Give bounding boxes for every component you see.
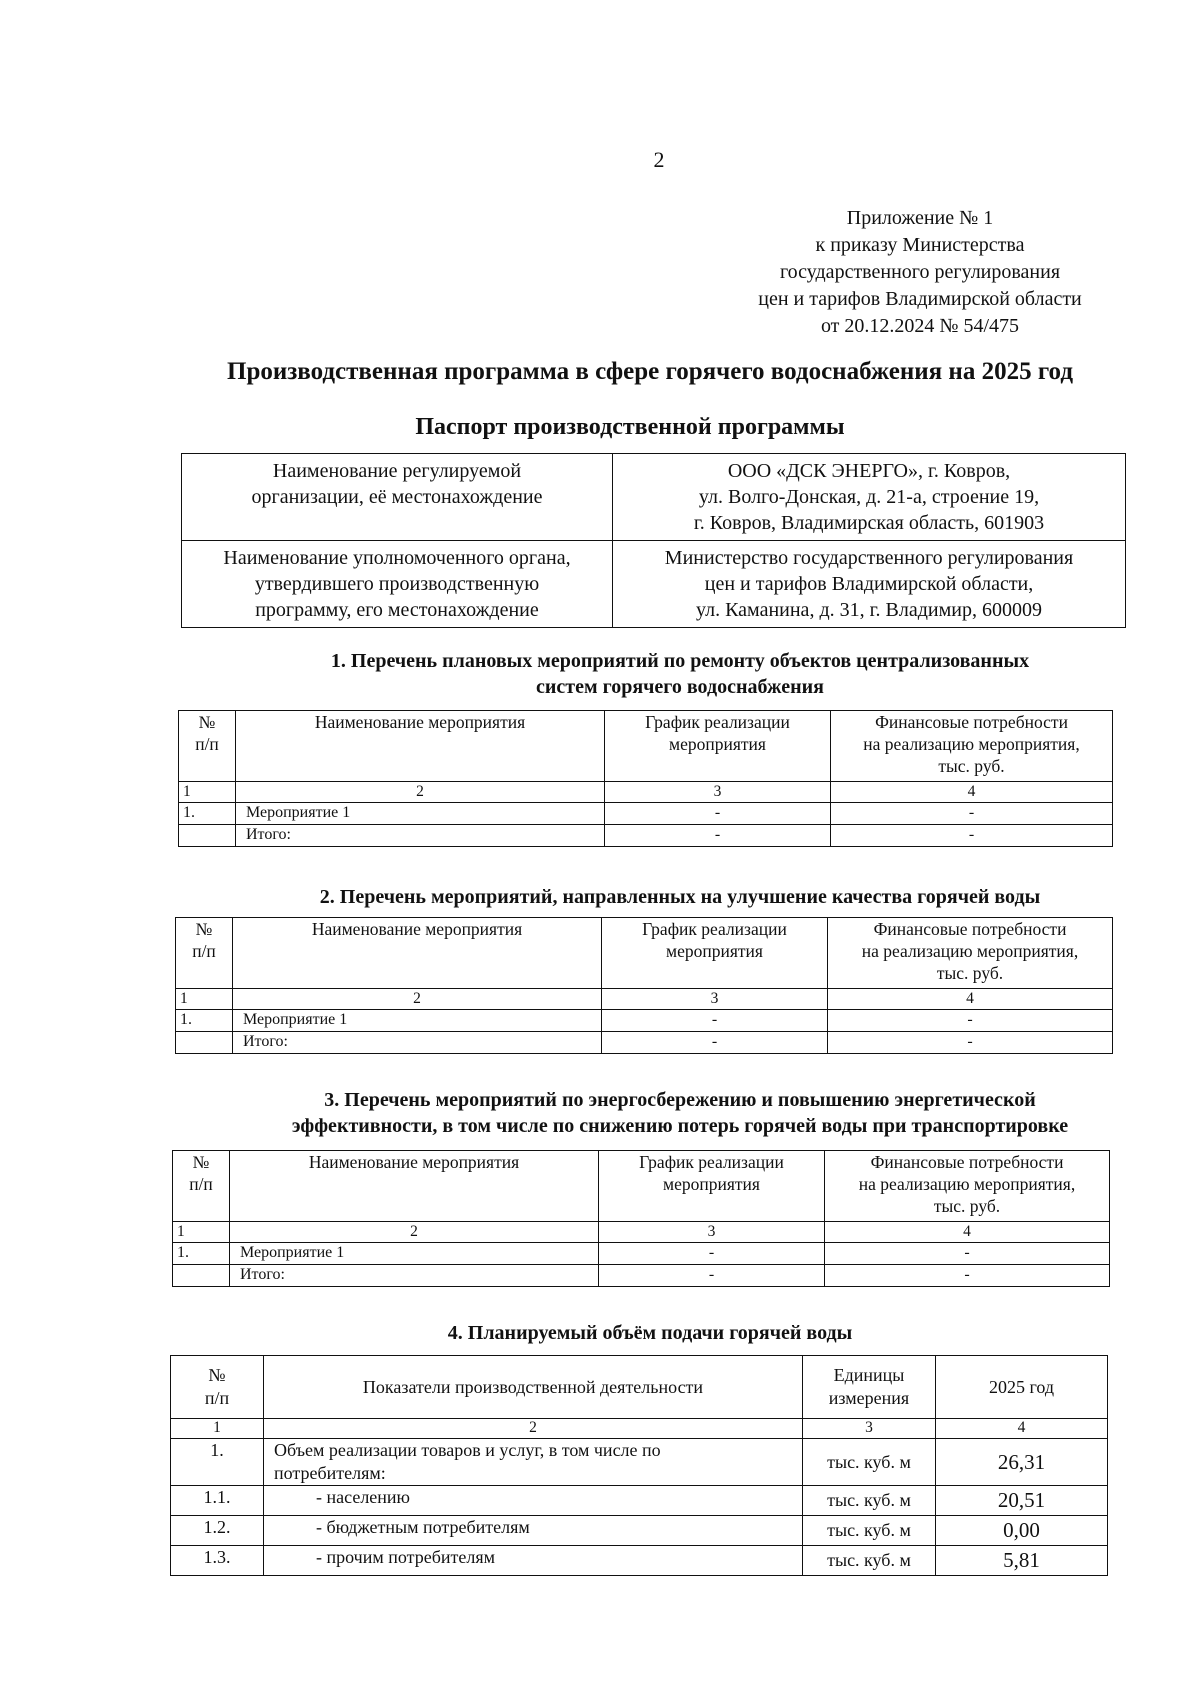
row-finance: - [831,803,1113,825]
row-unit: тыс. куб. м [803,1516,936,1546]
cell-line: ул. Волго-Донская, д. 21-а, строение 19, [698,486,1040,508]
row-schedule: - [599,1243,825,1265]
column-number: 1 [179,782,236,803]
row-name: Мероприятие 1 [236,803,605,825]
col-name-header: Наименование мероприятия [236,711,605,782]
column-number: 2 [233,989,602,1010]
cell-line: на реализацию мероприятия, [863,734,1080,754]
column-numbers-row [173,1222,1110,1243]
table-row [182,454,1126,541]
row-name: Мероприятие 1 [233,1010,602,1032]
row-finance: - [831,825,1113,847]
row-num [173,1265,230,1287]
col-num-header [171,1356,264,1419]
section-title-line: 1. Перечень плановых мероприятий по ремонту объектов централизованных [330,650,1030,672]
cell-line: программу, его местонахождение [255,599,539,621]
col-schedule-header [602,918,828,989]
row-value: 20,51 [936,1486,1108,1516]
section-2-title [150,884,1200,910]
row-schedule: - [599,1265,825,1287]
table-row [173,1243,1110,1265]
section-1-title [150,648,1200,700]
col-num-header [176,918,233,989]
appendix-line: к приказу Министерства [815,234,1025,256]
row-value: 5,81 [936,1546,1108,1576]
cell-line: № [195,919,213,939]
cell-line: на реализацию мероприятия, [858,1174,1076,1194]
row-schedule: - [602,1032,828,1054]
row-unit: тыс. куб. м [803,1546,936,1576]
cell-line: Министерство государственного регулирования [664,547,1074,569]
row-name: - населению [264,1486,803,1516]
section-title-line: систем горячего водоснабжения [536,676,824,698]
cell-line: на реализацию мероприятия, [861,941,1079,961]
section-2-table [175,917,1113,1054]
passport-label-cell [182,454,613,541]
column-numbers-row [179,782,1113,803]
row-finance: - [825,1265,1110,1287]
row-value: 0,00 [936,1516,1108,1546]
row-name: Итого: [233,1032,602,1054]
column-number: 2 [236,782,605,803]
column-number: 3 [803,1419,936,1439]
cell-line: ООО «ДСК ЭНЕРГО», г. Ковров, [727,460,1011,482]
cell-line: Объем реализации товаров и услуг, в том числе по [274,1440,661,1460]
appendix-block [720,205,1120,340]
col-finance-header [831,711,1113,782]
col-year-header: 2025 год [936,1356,1108,1419]
cell-line: мероприятия [669,734,766,754]
document-title: Производственная программа в сфере горячего водоснабжения на 2025 год [227,358,1073,385]
col-unit-header [803,1356,936,1419]
section-title-line: эффективности, в том числе по снижению потерь горячей воды при транспортировке [291,1115,1069,1137]
col-name-header: Наименование мероприятия [230,1151,599,1222]
cell-line: г. Ковров, Владимирская область, 601903 [693,512,1045,534]
section-title-line: 2. Перечень мероприятий, направленных на улучшение качества горячей воды [319,886,1041,908]
appendix-line: Приложение № 1 [846,207,994,229]
cell-line: утвердившего производственную [254,573,540,595]
passport-value-cell [613,541,1126,628]
table-row [171,1439,1108,1486]
column-number: 1 [176,989,233,1010]
row-num: 1.3. [171,1546,264,1576]
column-number: 4 [828,989,1113,1010]
cell-line: п/п [195,734,219,754]
table-row [179,803,1113,825]
column-number: 2 [230,1222,599,1243]
cell-line: тыс. руб. [936,963,1004,983]
cell-line: измерения [828,1388,910,1408]
cell-line: График реализации [639,1152,784,1172]
column-number: 1 [171,1419,264,1439]
column-numbers-row [176,989,1113,1010]
section-3-table [172,1150,1110,1287]
section-3-title [150,1087,1200,1139]
col-indicator-header: Показатели производственной деятельности [264,1356,803,1419]
row-schedule: - [605,803,831,825]
table-row [176,1032,1113,1054]
row-num: 1. [173,1243,230,1265]
table-row [176,1010,1113,1032]
cell-line: ул. Каманина, д. 31, г. Владимир, 600009 [696,599,1042,621]
table-row [179,825,1113,847]
row-num [179,825,236,847]
cell-line: потребителям: [274,1463,386,1483]
table-header-row [171,1356,1108,1419]
table-row [171,1516,1108,1546]
row-name: Итого: [230,1265,599,1287]
cell-line: № [208,1365,226,1385]
column-numbers-row [171,1419,1108,1439]
col-schedule-header [605,711,831,782]
column-number: 4 [831,782,1113,803]
row-finance: - [828,1010,1113,1032]
col-schedule-header [599,1151,825,1222]
cell-line: п/п [192,941,216,961]
passport-title: Паспорт производственной программы [415,414,845,440]
row-name: Итого: [236,825,605,847]
cell-line: Финансовые потребности [875,712,1068,732]
cell-line: Единицы [833,1365,905,1385]
row-finance: - [825,1243,1110,1265]
column-number: 1 [173,1222,230,1243]
row-finance: - [828,1032,1113,1054]
table-header-row [176,918,1113,989]
appendix-line: цен и тарифов Владимирской области [758,288,1082,310]
cell-line: Финансовые потребности [873,919,1067,939]
col-num-header [173,1151,230,1222]
passport-label-cell [182,541,613,628]
table-row [171,1546,1108,1576]
table-header-row [173,1151,1110,1222]
appendix-line: от 20.12.2024 № 54/475 [820,315,1020,337]
row-name: Мероприятие 1 [230,1243,599,1265]
cell-line: тыс. руб. [938,756,1005,776]
column-number: 2 [264,1419,803,1439]
column-number: 4 [936,1419,1108,1439]
cell-line: № [192,1152,210,1172]
row-name: - бюджетным потребителям [264,1516,803,1546]
cell-line: цен и тарифов Владимирской области, [704,573,1034,595]
row-num: 1.1. [171,1486,264,1516]
cell-line: мероприятия [663,1174,760,1194]
col-finance-header [825,1151,1110,1222]
section-title-line: 3. Перечень мероприятий по энергосбережению и повышению энергетической [324,1089,1036,1111]
cell-line: Наименование уполномоченного органа, [223,547,571,569]
cell-line: График реализации [642,919,787,939]
table-row [182,541,1126,628]
table-header-row [179,711,1113,782]
passport-value-cell [613,454,1126,541]
row-schedule: - [602,1010,828,1032]
col-finance-header [828,918,1113,989]
row-num [176,1032,233,1054]
row-name: - прочим потребителям [264,1546,803,1576]
cell-line: п/п [204,1388,230,1408]
section-1-table [178,710,1113,847]
cell-line: Наименование регулируемой [272,460,522,482]
column-number: 3 [602,989,828,1010]
row-value: 26,31 [936,1439,1108,1486]
col-name-header: Наименование мероприятия [233,918,602,989]
cell-line: организации, её местонахождение [251,486,543,508]
row-num: 1. [176,1010,233,1032]
cell-line: мероприятия [666,941,763,961]
cell-line: Финансовые потребности [870,1152,1064,1172]
cell-line: тыс. руб. [933,1196,1001,1216]
volume-table [170,1355,1108,1576]
row-num: 1. [179,803,236,825]
column-number: 3 [599,1222,825,1243]
row-num: 1.2. [171,1516,264,1546]
section-4-title: 4. Планируемый объём подачи горячей воды [447,1322,853,1344]
col-num-header [179,711,236,782]
row-schedule: - [605,825,831,847]
cell-line: п/п [189,1174,213,1194]
row-num: 1. [171,1439,264,1486]
appendix-line: государственного регулирования [779,261,1061,283]
column-number: 3 [605,782,831,803]
table-row [173,1265,1110,1287]
cell-line: № [198,712,216,732]
page-number: 2 [653,147,665,172]
column-number: 4 [825,1222,1110,1243]
row-unit: тыс. куб. м [803,1439,936,1486]
row-unit: тыс. куб. м [803,1486,936,1516]
passport-table [181,453,1126,628]
table-row [171,1486,1108,1516]
cell-line: График реализации [645,712,790,732]
row-name [264,1439,803,1486]
